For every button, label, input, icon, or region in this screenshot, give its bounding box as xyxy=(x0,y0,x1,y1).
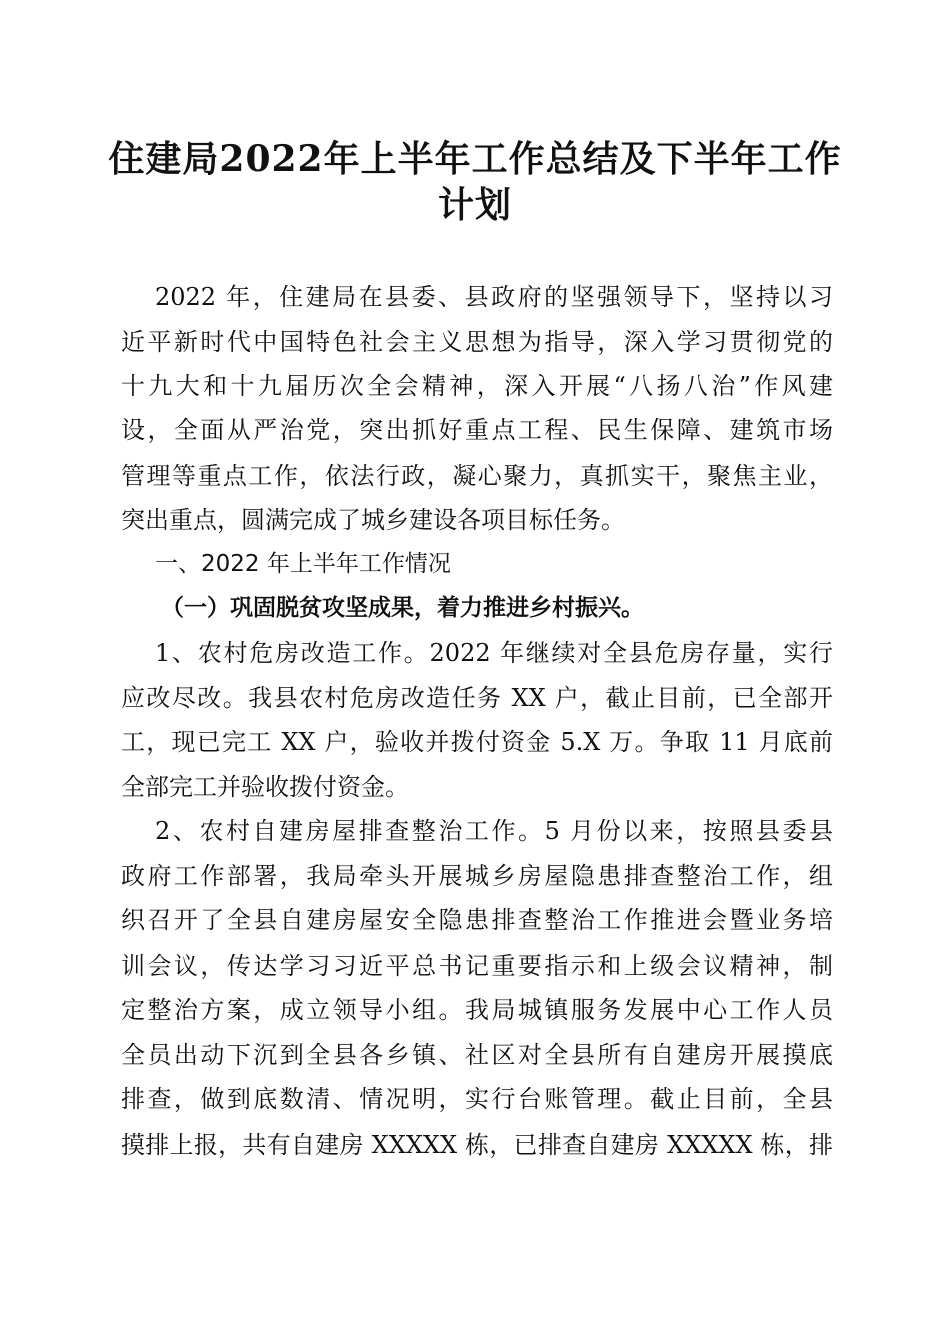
section-heading-1: 一、2022 年上半年工作情况 xyxy=(155,551,451,577)
item2-line: 排查，做到底数清、情况明，实行台账管理。截止目前，全县 xyxy=(121,1085,833,1113)
item1-line: 全部完工并验收拨付资金。 xyxy=(121,773,409,801)
item2-line: 全员出动下沉到全县各乡镇、社区对全县所有自建房开展摸底 xyxy=(121,1041,833,1069)
item2-line: 训会议，传达学习习近平总书记重要指示和上级会议精神，制 xyxy=(121,952,833,980)
intro-line: 管理等重点工作，依法行政，凝心聚力，真抓实干，聚焦主业， xyxy=(121,462,833,490)
intro-line: 设，全面从严治党，突出抓好重点工程、民生保障、建筑市场 xyxy=(121,416,833,444)
item1-line: 工，现已完工 XX 户，验收并拨付资金 5.X 万。争取 11 月底前 xyxy=(121,728,833,756)
item2-line: 织召开了全县自建房屋安全隐患排查整治工作推进会暨业务培 xyxy=(121,906,833,934)
item2-line: 2、农村自建房屋排查整治工作。5 月份以来，按照县委县 xyxy=(155,817,833,845)
subsection-heading-1: （一）巩固脱贫攻坚成果，着力推进乡村振兴。 xyxy=(161,594,644,621)
item2-line: 定整治方案，成立领导小组。我局城镇服务发展中心工作人员 xyxy=(121,996,833,1024)
intro-line: 近平新时代中国特色社会主义思想为指导，深入学习贯彻党的 xyxy=(121,328,833,356)
item2-line: 政府工作部署，我局牵头开展城乡房屋隐患排查整治工作，组 xyxy=(121,862,833,890)
intro-line: 十九大和十九届历次全会精神，深入开展“八扬八治”作风建 xyxy=(121,372,833,400)
intro-line: 突出重点，圆满完成了城乡建设各项目标任务。 xyxy=(121,506,625,534)
intro-line: 2022 年，住建局在县委、县政府的坚强领导下，坚持以习 xyxy=(155,283,833,311)
item2-line: 摸排上报，共有自建房 XXXXX 栋，已排查自建房 XXXXX 栋，排 xyxy=(121,1131,833,1159)
item1-line: 应改尽改。我县农村危房改造任务 XX 户，截止目前，已全部开 xyxy=(121,684,833,712)
document-title-line-1: 住建局2022年上半年工作总结及下半年工作 xyxy=(108,138,842,180)
document-title-line-2: 计划 xyxy=(437,184,512,226)
item1-line: 1、农村危房改造工作。2022 年继续对全县危房存量，实行 xyxy=(155,639,833,667)
